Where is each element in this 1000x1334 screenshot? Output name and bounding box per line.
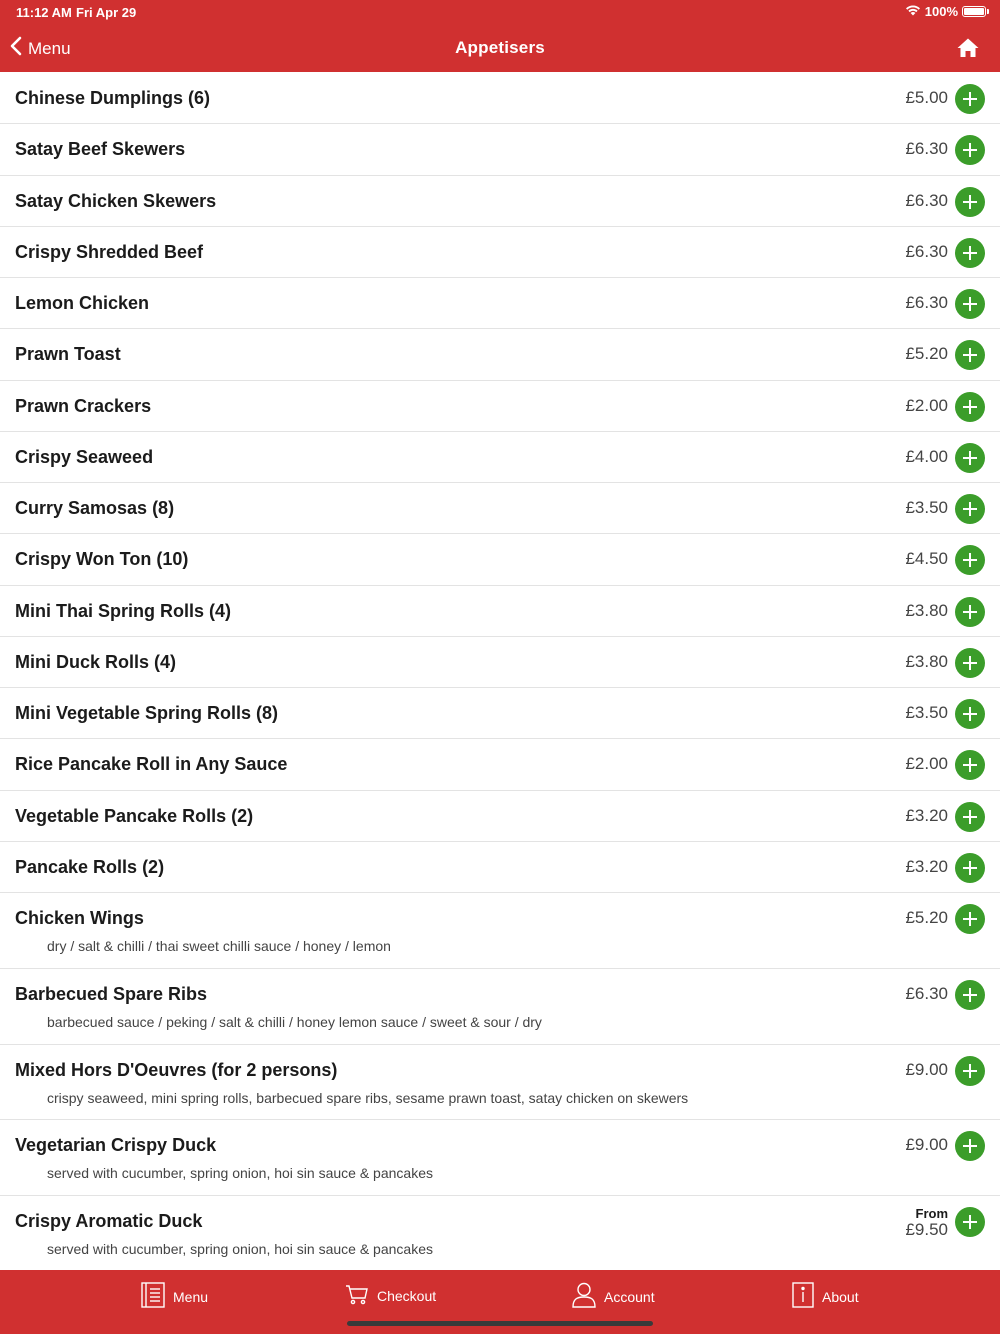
add-item-button[interactable] [955, 699, 985, 729]
list-item[interactable] [0, 688, 1000, 739]
home-icon [956, 47, 980, 64]
add-item-button[interactable] [955, 750, 985, 780]
add-item-button[interactable] [955, 340, 985, 370]
plus-icon [955, 853, 985, 883]
item-description: barbecued sauce / peking / salt & chilli / honey lemon sauce / sweet & sour / dry [47, 1013, 542, 1030]
list-item[interactable] [0, 637, 1000, 688]
item-name: Satay Chicken Skewers [15, 190, 217, 211]
item-price: £9.00 [905, 1135, 948, 1155]
item-price: £4.00 [905, 446, 948, 466]
list-item[interactable] [0, 534, 1000, 585]
add-item-button[interactable] [955, 597, 985, 627]
item-price: £9.00 [905, 1059, 948, 1079]
item-name: Crispy Shredded Beef [15, 241, 204, 262]
plus-icon [955, 750, 985, 780]
menu-book-icon [141, 1282, 165, 1311]
plus-icon [955, 340, 985, 370]
list-item[interactable] [0, 329, 1000, 380]
item-price: £3.20 [905, 856, 948, 876]
plus-icon [955, 135, 985, 165]
plus-icon [955, 1207, 985, 1237]
add-item-button[interactable] [955, 1207, 985, 1237]
item-price: £5.00 [905, 88, 948, 107]
list-item[interactable] [0, 483, 1000, 534]
info-icon [792, 1282, 814, 1311]
person-icon [572, 1282, 596, 1311]
item-name: Curry Samosas (8) [15, 498, 175, 518]
menu-item-list [0, 73, 1000, 1272]
list-item[interactable] [0, 969, 1000, 1045]
item-price: £2.00 [905, 395, 948, 415]
status-indicators [905, 4, 986, 19]
item-name: Mini Thai Spring Rolls (4) [15, 600, 231, 621]
tab-checkout[interactable] [345, 1282, 436, 1309]
item-price: £3.20 [905, 805, 948, 825]
item-price-group [905, 1207, 948, 1238]
list-item[interactable] [0, 739, 1000, 790]
item-name: Mixed Hors D'Oeuvres (for 2 persons) [15, 1059, 338, 1080]
item-name: Prawn Crackers [15, 395, 152, 416]
add-item-button[interactable] [955, 238, 985, 268]
list-item[interactable] [0, 1120, 1000, 1196]
plus-icon [955, 545, 985, 575]
item-price: £9.50 [905, 1220, 948, 1240]
status-time: 11:12 AM [16, 5, 72, 20]
add-item-button[interactable] [955, 904, 985, 934]
item-name: Crispy Aromatic Duck [15, 1211, 203, 1232]
price-prefix: From [915, 1206, 948, 1222]
status-date: Fri Apr 29 [76, 5, 137, 20]
tab-about[interactable] [792, 1282, 859, 1311]
add-item-button[interactable] [955, 648, 985, 678]
list-item[interactable] [0, 278, 1000, 329]
list-item[interactable] [0, 432, 1000, 483]
item-name: Vegetarian Crispy Duck [15, 1135, 217, 1156]
item-price: £2.00 [905, 754, 948, 774]
item-name: Prawn Toast [15, 344, 121, 365]
add-item-button[interactable] [955, 853, 985, 883]
item-price: £4.50 [905, 549, 948, 569]
back-label: Menu [28, 38, 71, 58]
plus-icon [955, 238, 985, 268]
plus-icon [955, 980, 985, 1010]
item-name: Lemon Chicken [15, 293, 150, 313]
item-price: £5.20 [905, 344, 948, 364]
tab-account[interactable] [572, 1282, 655, 1311]
tab-account-label: Account [604, 1288, 655, 1305]
item-price: £5.20 [905, 908, 948, 927]
plus-icon [955, 84, 985, 114]
plus-icon [955, 392, 985, 422]
item-name: Vegetable Pancake Rolls (2) [15, 805, 254, 826]
item-name: Mini Vegetable Spring Rolls (8) [15, 703, 279, 723]
add-item-button[interactable] [955, 494, 985, 524]
plus-icon [955, 802, 985, 832]
tab-menu[interactable] [141, 1282, 208, 1311]
item-name: Barbecued Spare Ribs [15, 983, 208, 1004]
header-bar [0, 0, 1000, 72]
list-item[interactable] [0, 176, 1000, 227]
list-item[interactable] [0, 73, 1000, 124]
plus-icon [955, 597, 985, 627]
plus-icon [955, 494, 985, 524]
item-price: £6.30 [905, 293, 948, 312]
cart-icon [345, 1282, 369, 1309]
tab-checkout-label: Checkout [377, 1287, 437, 1304]
item-price: £3.50 [905, 498, 948, 517]
add-item-button[interactable] [955, 802, 985, 832]
add-item-button[interactable] [955, 1056, 985, 1086]
item-name: Crispy Seaweed [15, 446, 154, 467]
item-description: crispy seaweed, mini spring rolls, barbecued spare ribs, sesame prawn toast, satay chicken on skewers [47, 1089, 689, 1106]
add-item-button[interactable] [955, 289, 985, 319]
add-item-button[interactable] [955, 84, 985, 114]
list-item[interactable] [0, 791, 1000, 842]
list-item[interactable] [0, 1045, 1000, 1121]
item-description: dry / salt & chilli / thai sweet chilli sauce / honey / lemon [47, 938, 391, 954]
plus-icon [955, 648, 985, 678]
list-item[interactable] [0, 842, 1000, 893]
add-item-button[interactable] [955, 1131, 985, 1161]
item-description: served with cucumber, spring onion, hoi sin sauce & pancakes [47, 1241, 433, 1258]
list-item[interactable] [0, 124, 1000, 175]
plus-icon [955, 1131, 985, 1161]
item-name: Satay Beef Skewers [15, 139, 186, 160]
item-price: £6.30 [905, 983, 948, 1003]
plus-icon [955, 1056, 985, 1086]
battery-percent: 100% [924, 4, 958, 19]
plus-icon [955, 904, 985, 934]
plus-icon [955, 289, 985, 319]
tab-about-label: About [822, 1288, 859, 1305]
item-name: Rice Pancake Roll in Any Sauce [15, 754, 288, 775]
item-price: £6.30 [905, 190, 948, 210]
home-indicator[interactable] [347, 1321, 653, 1326]
add-item-button[interactable] [955, 187, 985, 217]
plus-icon [955, 699, 985, 729]
item-price: £6.30 [905, 241, 948, 261]
plus-icon [955, 187, 985, 217]
battery-icon [962, 6, 986, 17]
add-item-button[interactable] [955, 545, 985, 575]
add-item-button[interactable] [955, 135, 985, 165]
item-description: served with cucumber, spring onion, hoi sin sauce & pancakes [47, 1165, 433, 1182]
item-name: Chinese Dumplings (6) [15, 88, 211, 108]
list-item[interactable] [0, 227, 1000, 278]
item-price: £3.80 [905, 651, 948, 671]
home-button[interactable] [956, 36, 980, 60]
plus-icon [955, 443, 985, 473]
add-item-button[interactable] [955, 443, 985, 473]
item-name: Pancake Rolls (2) [15, 856, 165, 877]
item-name: Chicken Wings [15, 908, 144, 928]
item-name: Mini Duck Rolls (4) [15, 651, 177, 672]
item-price: £3.50 [905, 703, 948, 722]
add-item-button[interactable] [955, 980, 985, 1010]
page-title: Appetisers [455, 38, 545, 57]
list-item[interactable] [0, 1196, 1000, 1272]
item-price: £6.30 [905, 139, 948, 159]
list-item[interactable] [0, 893, 1000, 969]
tab-menu-label: Menu [173, 1288, 209, 1305]
list-item[interactable] [0, 381, 1000, 432]
wifi-icon [905, 4, 921, 19]
list-item[interactable] [0, 586, 1000, 637]
item-name: Crispy Won Ton (10) [15, 549, 189, 570]
add-item-button[interactable] [955, 392, 985, 422]
item-price: £3.80 [905, 600, 948, 620]
